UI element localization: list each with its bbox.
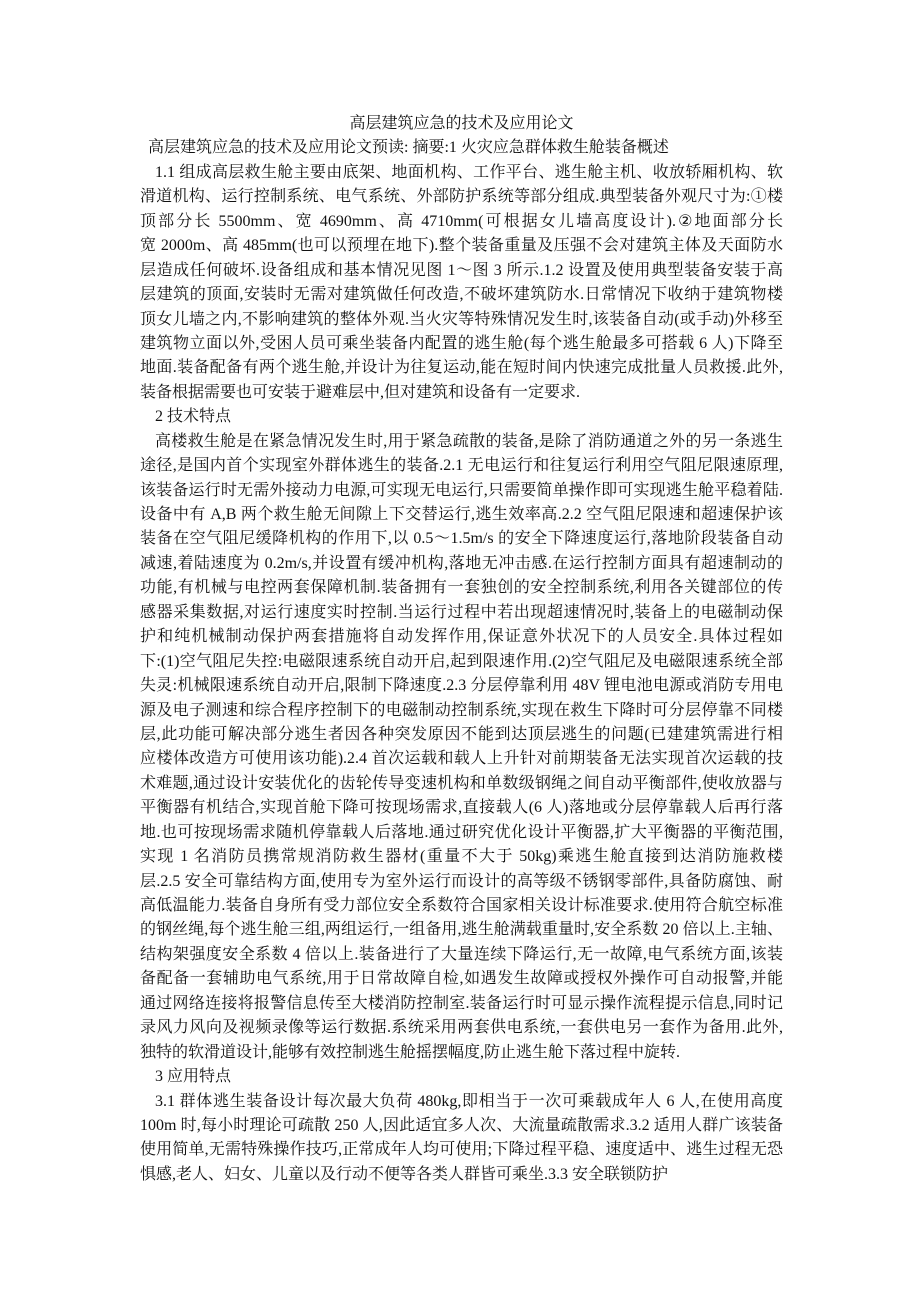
paragraph-line: 装备在空气阻尼缓降机构的作用下,以 0.5～1.5m/s 的安全下降速度运行,落地阶段装备自动 <box>140 530 783 548</box>
paragraph-line: 惧感,老人、妇女、儿童以及行动不便等各类人群皆可乘坐.3.3 安全联锁防护 <box>140 1165 669 1183</box>
paragraph-line: 失灵:机械限速系统自动开启,限制下降速度.2.3 分层停靠利用 48V 锂电池电源或消防专用电 <box>140 677 783 695</box>
paragraph-line: 应楼体改造方可使用该功能).2.4 首次运载和载人上升针对前期装备无法实现首次运载的技 <box>140 750 783 768</box>
paragraph-line: 录风力风向及视频录像等运行数据.系统采用两套供电系统,一套供电另一套作为备用.此外, <box>140 1019 783 1037</box>
heading-text: 2 技术特点 <box>155 408 232 426</box>
paragraph-line: 减速,着陆速度为 0.2m/s,并设置有缓冲机构,落地无冲击感.在运行控制方面具有超速制动的 <box>140 554 783 572</box>
paragraph-line: 实现 1 名消防员携常规消防救生器材(重量不大于 50kg)乘逃生舱直接到达消防施救楼 <box>140 848 783 866</box>
paragraph-line: 通过网络连接将报警信息传至大楼消防控制室.装备运行时可显示操作流程提示信息,同时记 <box>140 994 783 1012</box>
paragraph-line: 装备根据需要也可安装于避难层中,但对建筑和设备有一定要求. <box>140 383 581 401</box>
paragraph-line: 层建筑的顶面,安装时无需对建筑做任何改造,不破坏建筑防水.日常情况下收纳于建筑物楼 <box>140 286 783 304</box>
paragraph-line: 高楼救生舱是在紧急情况发生时,用于紧急疏散的装备,是除了消防通道之外的另一条逃生 <box>155 432 783 450</box>
document-body <box>140 112 783 1187</box>
paragraph-line: 层造成任何破坏.设备组成和基本情况见图 1～图 3 所示.1.2 设置及使用典型装备安装于高 <box>140 261 783 279</box>
paragraph-line: 源及电子测速和综合程序控制下的电磁制动控制系统,实现在救生下降时可分层停靠不同楼 <box>140 701 783 719</box>
paragraph-line: 顶女儿墙之内,不影响建筑的整体外观.当火灾等特殊情况发生时,该装备自动(或手动)外移至 <box>140 310 783 328</box>
paragraph-line: 备配备一套辅助电气系统,用于日常故障自检,如遇发生故障或授权外操作可自动报警,并能 <box>140 970 783 988</box>
paragraph-line: 100m 时,每小时理论可疏散 250 人,因此适宜多人次、大流量疏散需求.3.2 适用人群广该装备 <box>140 1116 783 1134</box>
paragraph-line: 途径,是国内首个实现室外群体逃生的装备.2.1 无电运行和往复运行利用空气阻尼限速原理, <box>140 457 783 475</box>
paragraph-line: 层,此功能可解决部分逃生者因各种突发原因不能到达顶层逃生的问题(已建建筑需进行相 <box>140 725 783 743</box>
paragraph <box>140 161 783 405</box>
paragraph-line: 的钢丝绳,每个逃生舱三组,两组运行,一组备用,逃生舱满载重量时,安全系数 20 倍以上.主轴、 <box>140 921 783 939</box>
paragraph-line: 1.1 组成高层救生舱主要由底架、地面机构、工作平台、逃生舱主机、收放轿厢机构、软 <box>155 163 783 181</box>
section-heading <box>140 405 783 429</box>
paragraph-line: 独特的软滑道设计,能够有效控制逃生舱摇摆幅度,防止逃生舱下落过程中旋转. <box>140 1043 681 1061</box>
paragraph-line: 术难题,通过设计安装优化的齿轮传导变速机构和单数级钢绳之间自动平衡部件,使收放器与 <box>140 774 783 792</box>
document-title: 高层建筑应急的技术及应用论文 <box>349 115 574 132</box>
paragraph-line: 宽 2000m、高 485mm(也可以预埋在地下).整个装备重量及压强不会对建筑主体及天面防水 <box>140 237 783 255</box>
document-subtitle: 高层建筑应急的技术及应用论文预读: 摘要:1 火灾应急群体救生舱装备概述 <box>148 139 669 157</box>
paragraph-line: 设备中有 A,B 两个救生舱无间隙上下交替运行,逃生效率高.2.2 空气阻尼限速和超速保护该 <box>140 506 783 523</box>
paragraph-line: 地.也可按现场需求随机停靠载人后落地.通过研究优化设计平衡器,扩大平衡器的平衡范围, <box>140 823 783 841</box>
paragraph-line: 高低温能力.装备自身所有受力部位安全系数符合国家相关设计标准要求.使用符合航空标准 <box>140 897 783 914</box>
heading-text: 3 应用特点 <box>155 1068 232 1086</box>
paragraph-line: 3.1 群体逃生装备设计每次最大负荷 480kg,即相当于一次可乘载成年人 6 人,在使用高度 <box>155 1092 783 1110</box>
paragraph-line: 使用简单,无需特殊操作技巧,正常成年人均可使用;下降过程平稳、速度适中、逃生过程无恐 <box>140 1141 783 1159</box>
paragraph <box>140 430 783 1065</box>
paragraph-line: 滑道机构、运行控制系统、电气系统、外部防护系统等部分组成.典型装备外观尺寸为:①楼 <box>140 188 783 206</box>
paragraph-line: 结构架强度安全系数 4 倍以上.装备进行了大量连续下降运行,无一故障,电气系统方面,该装 <box>140 945 783 963</box>
paragraph-line: 护和纯机械制动保护两套措施将自动发挥作用,保证意外状况下的人员安全.具体过程如 <box>140 628 783 646</box>
paragraph-line: 地面.装备配备有两个逃生舱,并设计为往复运动,能在短时间内快速完成批量人员救援.此外, <box>140 359 783 377</box>
paragraph <box>140 1090 783 1188</box>
paragraph-line: 层.2.5 安全可靠结构方面,使用专为室外运行而设计的高等级不锈钢零部件,具备防腐蚀、耐 <box>140 872 783 890</box>
paragraph-line: 顶部分长 5500mm、宽 4690mm、高 4710mm(可根据女儿墙高度设计).②地面部分长 <box>140 212 783 230</box>
document-content <box>140 161 783 1187</box>
paragraph-line: 功能,有机械与电控两套保障机制.装备拥有一套独创的安全控制系统,利用各关键部位的传 <box>140 579 783 597</box>
paragraph-line: 该装备运行时无需外接动力电源,可实现无电运行,只需要简单操作即可实现逃生舱平稳着陆. <box>140 481 783 499</box>
paragraph-line: 感器采集数据,对运行速度实时控制.当运行过程中若出现超速情况时,装备上的电磁制动保 <box>140 603 783 621</box>
paragraph-line: 平衡器有机结合,实现首舱下降可按现场需求,直接载人(6 人)落地或分层停靠载人后再行落 <box>140 799 783 817</box>
paragraph-line: 建筑物立面以外,受困人员可乘坐装备内配置的逃生舱(每个逃生舱最多可搭载 6 人)下降至 <box>140 334 783 352</box>
paragraph-line: 下:(1)空气阻尼失控:电磁限速系统自动开启,起到限速作用.(2)空气阻尼及电磁限速系统全部 <box>140 652 783 670</box>
section-heading <box>140 1065 783 1089</box>
